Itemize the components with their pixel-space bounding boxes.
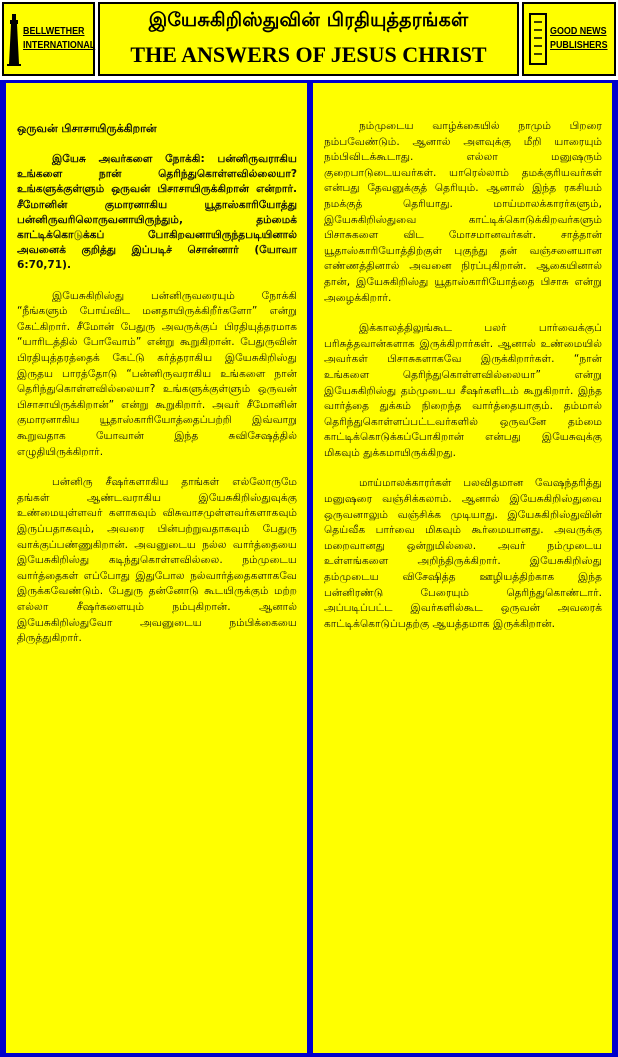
article-heading: ஒருவன் பிசாசாயிருக்கிறான் bbox=[17, 122, 157, 135]
book-icon bbox=[528, 10, 548, 68]
paragraph: பன்னிரு சீஷர்களாகிய தாங்கள் எல்லோருமே தங்கள் ஆண்டவராகிய இயேசுகிறிஸ்துவுக்கு உண்மையுள்ளவர் களாகவும் விசுவாசமுள்ளவர்களாகவும் இருப்பதாகவும், அவரை பின்பற்றுவதாகவும் பேதுரு வாக்குப்பண்ணுகிறான். அவனுடைய நல்ல வார்த்தையை இயேசுகிறிஸ்து கடிந்துகொள்ளவில்லை. நம்முடைய வார்த்தைகள் எப்போது இதுபோல நல்வார்த்தைகளாகவே இருக்கவேண்டும். பேதுரு தன்னோடு கூடயிருக்கும் மற்ற எல்லா சீஷர்களையும் நம்புகிறான். ஆனால் இயேசுகிறிஸ்துவோ அவனுடைய நம்பிக்கையை திருத்துகிறார். bbox=[17, 476, 297, 645]
page-title-english: THE ANSWERS OF JESUS CHRIST bbox=[130, 42, 487, 67]
page-title-tamil: இயேசுகிறிஸ்துவின் பிரதியுத்தரங்கள் bbox=[148, 9, 469, 31]
paragraph: மாய்மாலக்காரர்கள் பலவிதமான வேஷந்தரித்து மனுஷரை வஞ்சிக்கலாம். ஆனால் இயேசுகிறிஸ்துவை ஒருவனாலும் வஞ்சிக்க முடியாது. இயேசுகிறிஸ்துவின் தெய்வீக பார்வை மிகவும் கூர்மையானது. அவருக்கு மறைவானது ஒன்றுமில்லை. அவர் நம்முடைய உள்ளங்களை அறிந்திருக்கிறார். இயேசுகிறிஸ்து தம்முடைய விசேஷித்த ஊழியத்திற்காக இந்த பன்னிரண்டு பேரையும் தெரிந்துகொண்டார். அப்படிப்பட்ட இவர்களில்கூட ஒருவன் அவரைக் காட்டிக்கொடுப்பதற்கு ஆயத்தமாக இருக்கிறான். bbox=[324, 477, 602, 630]
left-column bbox=[6, 83, 307, 1053]
bellwether-logo-text: BELLWETHER INTERNATIONAL bbox=[23, 25, 96, 51]
right-column bbox=[313, 83, 612, 1053]
lighthouse-icon bbox=[7, 14, 21, 66]
scripture-quote: இயேசு அவர்களை நோக்கி: பன்னிருவராகிய உங்களை நான் தெரிந்துகொள்ளவில்லையா? உங்களுக்குள்ளும் ஒருவன் பிசாசாயிருக்கிறான் என்றார். சீமோனின் குமாரனாகிய யூதாஸ்காரியோத்து பன்னிருவரிலொருவனாயிருந்தும், தம்மைக் காட்டிக்கொடுக்கப் போகிறவனாயிருந்தபடியினால் அவனைக் குறித்து இப்படிச் சொன்னார் (யோவா 6:70,71). bbox=[17, 153, 297, 272]
good-news-logo bbox=[522, 2, 616, 76]
page-header bbox=[0, 0, 618, 80]
paragraph: இக்காலத்திலுங்கூட பலர் பார்வைக்குப் பரிசுத்தவான்களாக இருக்கிறார்கள். ஆனால் உண்மையில் அவர்கள் பிசாசுகளாகவே இருக்கிறார்கள். “நான் உங்களை தெரிந்துகொள்ளவில்லையா” என்று இயேசுகிறிஸ்து தம்முடைய சீஷர்களிடம் கூறுகிறார். இந்த வார்த்தை துக்கம் நிறைந்த வார்த்தையாகும். தம்மால் தெரிந்துகொள்ளப்பட்டவர்களில் ஒருவனே தம்மை காட்டிக்கொடுக்கப்போகிறான் என்பது இயேசுவுக்கு மிகவும் துக்கமாயிருக்கிறது. bbox=[324, 322, 602, 459]
title-banner bbox=[98, 2, 519, 76]
good-news-logo-text: GOOD NEWS PUBLISHERS bbox=[550, 25, 608, 51]
paragraph: இயேசுகிறிஸ்து பன்னிருவரையும் நோக்கி “நீங்களும் போய்விட மனதாயிருக்கிறீர்களோ” என்று கேட்கிறார். சீமோன் பேதுரு அவருக்குப் பிரதியுத்தரமாக “யாரிடத்தில் போவோம்” என்று கூறுகிறான். பேதுருவின் பிரதியுத்தரத்தைக் கேட்டு கர்த்தராகிய இயேசுகிறிஸ்து இருதய பாரத்தோடு “பன்னிருவராகிய உங்களை நான் தெரிந்துகொள்ளவில்லையா? உங்களுக்குள்ளும் ஒருவன் பிசாசாயிருக்கிறான்” என்று கூறுகிறார். அவர் சீமோனின் குமாரனாகிய யூதாஸ்காரியோத்தைப்பற்றி இவ்வாறு கூறுவதாக யோவான் இந்த சுவிசேஷத்தில் எழுதியிருக்கிறார். bbox=[17, 289, 297, 458]
paragraph: நம்முடைய வாழ்க்கையில் நாமும் பிறரை நம்பவேண்டும். ஆனால் அளவுக்கு மீறி யாரையும் நம்பிவிடக்கூடாது. எல்லா மனுஷரும் குறைபாடுடையவர்கள். யாரெல்லாம் தமக்குரியவர்கள் என்பது தேவனுக்குத் தெரியும். ஆனால் இந்த ரகசியம் நமக்குத் தெரியாது. மாய்மாலக்காரர்களும், இயேசுகிறிஸ்துவை காட்டிக்கொடுக்கிறவர்களும் பிசாசுகளை விட மோசமானவர்கள். சாத்தான் யூதாஸ்காரியோத்திற்குள் புகுந்து தன் வஞ்சனையான எண்ணத்தினால் அவனை நிரப்புகிறான். ஆகையினால் தான், இயேசுகிறிஸ்து யூதாஸ்காரியோத்தை பிசாசு என்று அழைக்கிறார். bbox=[324, 120, 602, 304]
bellwether-logo bbox=[2, 2, 95, 76]
